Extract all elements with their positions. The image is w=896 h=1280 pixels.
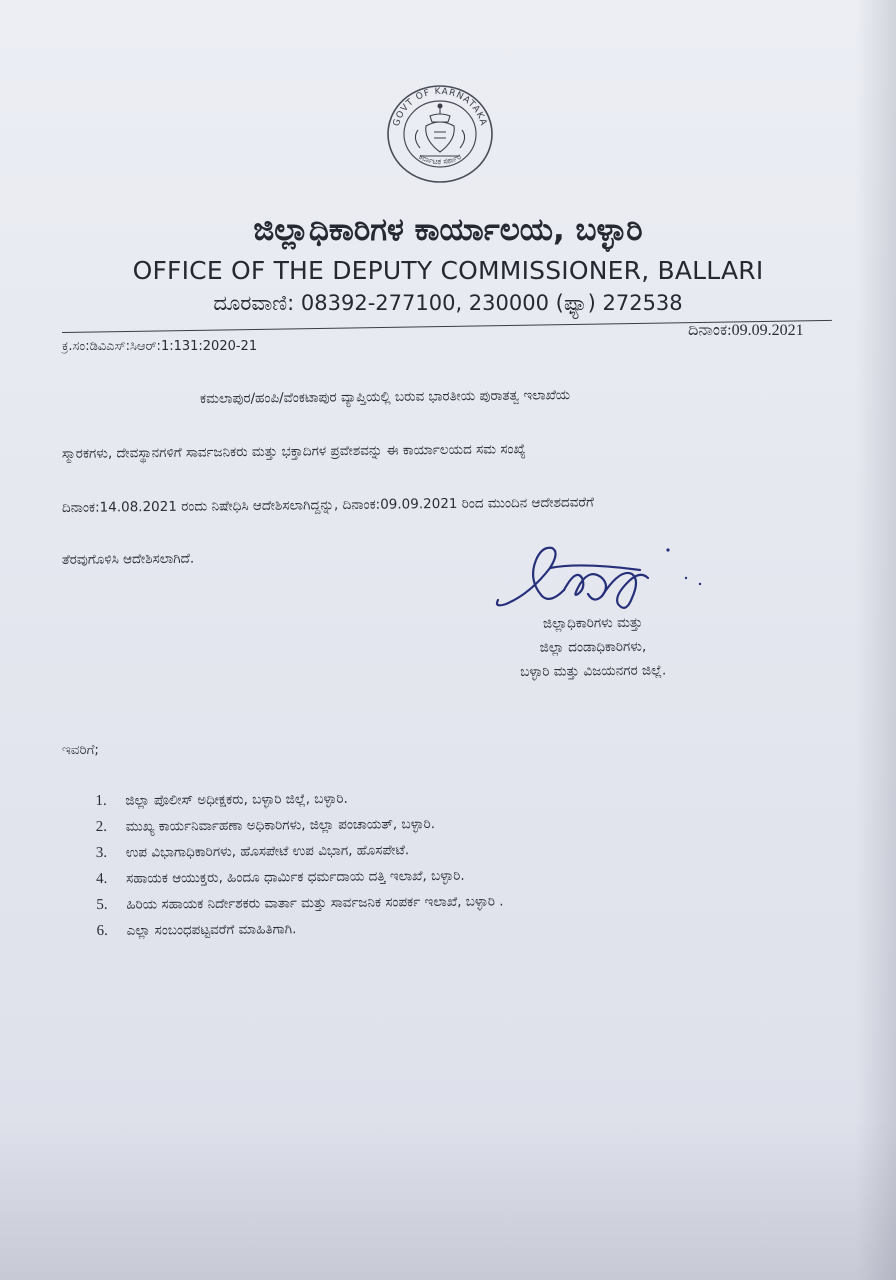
list-item-number: 6. [96, 922, 108, 939]
office-title-kannada: ಜಿಲ್ಲಾಧಿಕಾರಿಗಳ ಕಾರ್ಯಾಲಯ, ಬಳ್ಳಾರಿ [253, 212, 643, 248]
government-seal-icon [380, 82, 500, 186]
list-item-text: ಉಪ ವಿಭಾಗಾಧಿಕಾರಿಗಳು, ಹೊಸಪೇಟೆ ಉಪ ವಿಭಾಗ, ಹೊಸಪೇಟೆ. [125, 842, 410, 861]
list-item [96, 888, 503, 918]
list-item-number: 4. [96, 870, 108, 887]
list-item-text: ಮುಖ್ಯ ಕಾರ್ಯನಿರ್ವಾಹಣಾ ಅಧಿಕಾರಿಗಳು, ಜಿಲ್ಲಾ ಪಂಚಾಯತ್, ಬಳ್ಳಾರಿ. [125, 816, 436, 835]
signatory-line-2: ಜಿಲ್ಲಾ ದಂಡಾಧಿಕಾರಿಗಳು, [539, 638, 647, 656]
office-title-english: OFFICE OF THE DEPUTY COMMISSIONER, BALLARI [132, 256, 764, 285]
letter-date: ದಿನಾಂಕ:09.09.2021 [688, 322, 804, 339]
body-line-1: ಕಮಲಾಪುರ/ಹಂಪಿ/ವೆಂಕಟಾಪುರ ವ್ಯಾಪ್ತಿಯಲ್ಲಿ ಬರುವ ಭಾರತೀಯ ಪುರಾತತ್ವ ಇಲಾಖೆಯ [199, 387, 571, 407]
list-item [96, 810, 503, 840]
signatory-line-3: ಬಳ್ಳಾರಿ ಮತ್ತು ವಿಜಯನಗರ ಜಿಲ್ಲೆ. [520, 662, 667, 680]
signatory-line-1: ಜಿಲ್ಲಾಧಿಕಾರಿಗಳು ಮತ್ತು [542, 614, 643, 632]
page-shadow-bottom [0, 1120, 896, 1280]
list-item-text: ಹಿರಿಯ ಸಹಾಯಕ ನಿರ್ದೇಶಕರು ವಾರ್ತಾ ಮತ್ತು ಸಾರ್ವಜನಿಕ ಸಂಪರ್ಕ ಇಲಾಖೆ, ಬಳ್ಳಾರಿ . [126, 893, 504, 913]
list-item [96, 862, 503, 892]
seal-text-bottom: ಕರ್ನಾಟಕ ಸರ್ಕಾರ [417, 151, 463, 167]
reference-number: ಕ್ರ.ಸಂ:ಡಿವಿಎಸ್:ಸಿಆರ್:1:131:2020-21 [62, 339, 258, 354]
signatory-block [520, 610, 667, 684]
page-shadow-right [856, 0, 896, 1280]
body-line-4: ತೆರವುಗೊಳಿಸಿ ಆದೇಶಿಸಲಾಗಿದೆ. [61, 550, 195, 568]
recipients-label: ಇವರಿಗೆ; [62, 742, 99, 758]
list-item-number: 5. [96, 896, 108, 913]
body-line-3: ದಿನಾಂಕ:14.08.2021 ರಂದು ನಿಷೇಧಿಸಿ ಆದೇಶಿಸಲಾಗಿದ್ದನ್ನು, ದಿನಾಂಕ:09.09.2021 ರಿಂದ ಮುಂದಿನ ಆದೇಶದವರೆಗೆ [61, 494, 594, 516]
recipient-list [95, 784, 504, 944]
list-item [96, 836, 503, 866]
list-item-number: 2. [95, 818, 107, 835]
list-item [96, 914, 503, 944]
list-item-text: ಜಿಲ್ಲಾ ಪೊಲೀಸ್ ಅಧೀಕ್ಷಕರು, ಬಳ್ಳಾರಿ ಜಿಲ್ಲೆ, ಬಳ್ಳಾರಿ. [125, 790, 348, 809]
list-item-text: ಸಹಾಯಕ ಆಯುಕ್ತರು, ಹಿಂದೂ ಧಾರ್ಮಿಕ ಧರ್ಮದಾಯ ದತ್ತಿ ಇಲಾಖೆ, ಬಳ್ಳಾರಿ. [126, 867, 465, 887]
office-phone-line: ದೂರವಾಣಿ: 08392-277100, 230000 (ಫ್ಯಾ) 272538 [213, 291, 683, 315]
list-item [95, 784, 502, 814]
seal-text-top: GOVT OF KARNATAKA [391, 86, 489, 128]
list-item-number: 3. [95, 844, 108, 861]
body-line-2: ಸ್ಮಾರಕಗಳು, ದೇವಸ್ಥಾನಗಳಿಗೆ ಸಾರ್ವಜನಿಕರು ಮತ್ತು ಭಕ್ತಾದಿಗಳ ಪ್ರವೇಶವನ್ನು ಈ ಕಾರ್ಯಾಲಯದ ಸಮ ಸಂಖ್ಯೆ [61, 441, 526, 462]
list-item-number: 1. [95, 792, 107, 809]
list-item-text: ಎಲ್ಲಾ ಸಂಬಂಧಪಟ್ಟವರೆಗೆ ಮಾಹಿತಿಗಾಗಿ. [126, 921, 297, 939]
